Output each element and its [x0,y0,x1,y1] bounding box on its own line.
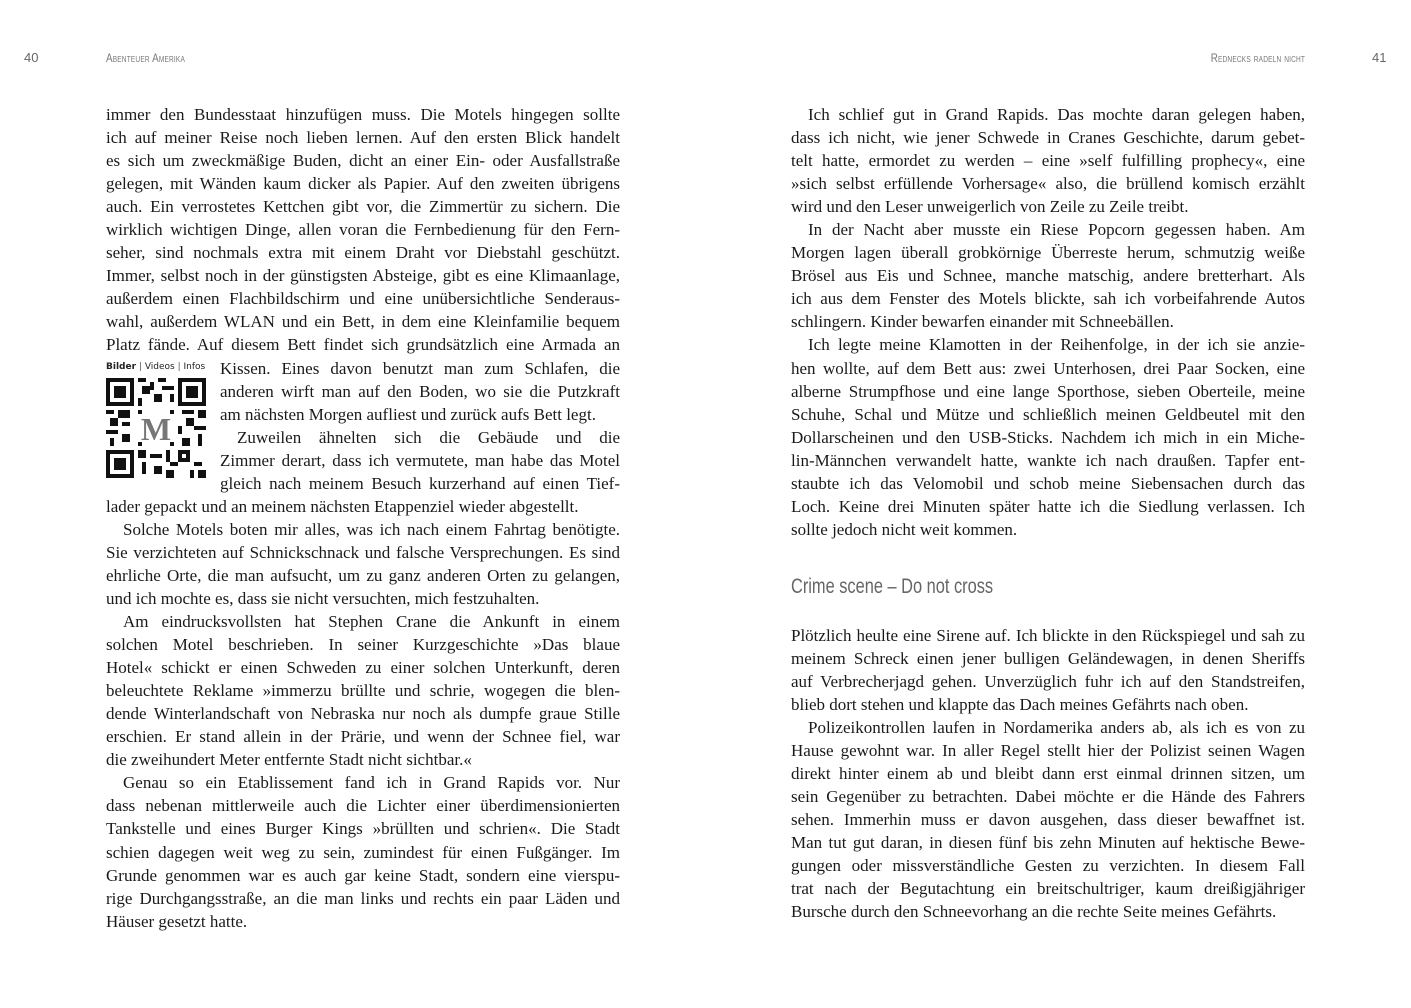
text-line: seher, sind nochmals extra mit einem Draht vor Diebstahl geschützt. [106,243,620,263]
text-line: »sich selbst erfüllende Vorhersage« also, die brüllend komisch erzählt [791,174,1305,194]
text-line: Zuweilen ähnelten sich die Gebäude und die [237,427,620,447]
text-line: alberne Strumpfhose und eine lange Sporthose, sieben Oberteile, meine [791,381,1305,401]
text-line: Sie verzichteten auf Schnickschnack und falsche Versprechungen. Es sind [106,542,620,562]
section-heading: Crime scene – Do not cross [791,574,994,598]
text-line: staubte ich das Velomobil und schob meine Siebensachen durch das [791,473,1305,493]
text-line: Grunde genommen war es auch gar keine Stadt, sondern eine vierspu- [106,865,620,885]
page-number-right: 41 [1372,50,1387,65]
text-line: Zimmer derart, dass ich vermutete, man habe das Motel [220,450,620,470]
text-line: sollte jedoch nicht weit kommen. [791,519,1018,539]
text-line: beleuchtete Reklame »immerzu brüllte und schrie, wogegen die blen- [106,681,620,701]
text-line: lin-Männchen verwandelt hatte, wankte ich nach draußen. Tapfer ent- [791,450,1305,470]
qr-separator: | [177,362,181,372]
text-line: Morgen lagen überall grobkörnige Überreste herum, schmutzig weiße [791,243,1305,263]
text-line: telt hatte, ermordet zu werden – eine »self fulfilling prophecy«, eine [791,151,1305,171]
page-number-left: 40 [24,50,39,65]
text-line: schien dagegen weit weg zu sein, zumindest für einen Fußgänger. Im [106,842,620,862]
text-line: gleich nach meinem Besuch kurzerhand auf einen Tief- [220,473,620,493]
text-line: die zweihundert Meter entfernte Stadt nicht sichtbar.« [106,750,472,770]
text-line: Hotel« schickt er einen Schweden zu einer solchen Unterkunft, deren [106,658,620,678]
text-line: gelegen, mit Wänden kaum dicker als Papier. Auf den zweiten übrigens [106,174,620,194]
text-line: immer den Bundesstaat hinzufügen muss. Die Motels hingegen sollte [106,105,620,124]
text-line: Bursche durch den Schneevorhang an die rechte Seite meines Gefährts. [791,902,1277,922]
qr-label-bilder: Bilder [106,362,137,372]
text-line: dass nebenan mittlerweile auch die Lichter einer überdimensionierten [106,796,620,816]
text-line: Brösel aus Eis und Schnee, manche matschig, andere bretterhart. Als [791,266,1305,286]
text-line: blieb dort stehen und klappte das Dach meines Gefährts nach oben. [791,695,1249,715]
text-line: ehrliche Orte, die man aufsucht, um zu ganz anderen Orten zu gelangen, [106,565,620,585]
qr-separator: | [138,362,142,372]
text-line: solchen Motel beschrieben. In seiner Kurzgeschichte »Das blaue [106,635,620,655]
section-spacer [791,598,1305,624]
text-line: Dollarscheinen und den USB-Sticks. Nachdem ich mich in ein Miche- [791,427,1305,447]
text-line: Hause gewohnt war. In aller Regel stellt hier der Polizist seinen Wagen [791,741,1305,761]
text-line: gungen oder missverständliche Gesten zu verzichten. In diesem Fall [791,856,1305,876]
text-line: wirklich wichtigen Dinge, allen voran die Fernbedienung für den Fern- [106,220,620,240]
text-line: ich auf meiner Reise noch lieben lernen. Auf den ersten Blick handelt [106,128,620,148]
text-line: Polizeikontrollen laufen in Nordamerika anders ab, als ich es von zu [808,718,1305,738]
text-line: Solche Motels boten mir alles, was ich nach einem Fahrtag benötigte. [123,519,620,539]
text-line: rige Durchgangsstraße, an die man links und rechts ein paar Läden und [106,888,620,908]
text-line: Tankstelle und eines Burger Kings »brüllten und schrien«. Die Stadt [106,819,620,839]
text-line: außerdem einen Flachbildschirm und eine unübersichtliche Senderaus- [106,289,620,309]
text-line: Ich schlief gut in Grand Rapids. Das mochte daran gelegen haben, [808,105,1305,124]
text-line: Schuhe, Schal und Mütze und schließlich meinen Geldbeutel mit den [791,404,1305,424]
qr-logo: M [140,411,172,447]
text-line: ich aus dem Fenster des Motels blickte, sah ich vorbeifahrende Autos [791,289,1305,309]
text-line: Genau so ein Etablissement fand ich in Grand Rapids vor. Nur [123,773,620,793]
text-line: dende Winterlandschaft von Nebraska nur noch als dumpfe graue Stille [106,704,620,724]
text-line: erschien. Er stand allein in der Prärie, und wenn der Schnee fiel, war [106,727,620,747]
text-line: anderen wirft man auf den Boden, wo sie die Putzkraft [220,381,620,401]
text-line: Kissen. Eines davon benutzt man zum Schlafen, die [220,358,620,378]
text-line: Immer, selbst noch in der günstigsten Absteige, gibt es eine Klimaanlage, [106,266,620,286]
text-line: Man tut gut daran, in diesen fünf bis zehn Minuten auf hektische Bewe- [791,833,1305,853]
text-line: Platz fände. Auf diesem Bett findet sich grundsätzlich eine Armada an [106,335,620,355]
text-line: wird und den Leser unweigerlich von Zeile zu Zeile treibt. [791,197,1189,217]
text-line: und ich mochte es, dass sie nicht versuchten, mich festzuhalten. [106,588,540,608]
qr-label-videos: Videos [144,362,175,372]
running-head-right: Rednecks radeln nicht [1210,51,1305,65]
text-line: wahl, außerdem WLAN und ein Bett, in dem eine Kleinfamilie bequem [106,312,620,332]
text-line: direkt hinter einem ab und bleibt dann erst einmal drinnen sitzen, um [791,764,1305,784]
text-line: es sich um zweckmäßige Buden, dicht an einer Ein- oder Ausfallstraße [106,151,620,171]
qr-label-infos: Infos [183,362,206,372]
text-line: hen wollte, auf dem Bett aus: zwei Unterhosen, drei Paar Socken, eine [791,358,1305,378]
text-line: trat nach der Begutachtung ein breitschultriger, kaum dreißigjähriger [791,879,1305,899]
text-line: am nächsten Morgen aufliest und zurück aufs Bett legt. [220,404,596,424]
text-line: Am eindrucksvollsten hat Stephen Crane die Ankunft in einem [123,612,620,632]
text-line: meinem Schreck einen jener bulligen Geländewagen, in denen Sheriffs [791,648,1305,668]
text-line: schlingern. Kinder bewarfen einander mit Schneebällen. [791,312,1174,332]
section-spacer [791,541,1305,575]
text-line: sehen. Immerhin muss er davon ausgehen, dass dieser bewaffnet ist. [791,810,1305,830]
right-body-text [791,103,1305,924]
running-head-left: Abenteuer Amerika [106,51,185,65]
text-line: auch. Ein verrostetes Kettchen gibt vor, die Zimmertür zu sichern. Die [106,197,620,217]
text-line: dass ich nicht, wie jener Schwede in Cranes Geschichte, darum gebet- [791,128,1305,148]
text-line: Ich legte meine Klamotten in der Reihenfolge, in der ich sie anzie- [808,335,1305,355]
text-line: sein Gegenüber zu betrachten. Dabei möchte er die Hände des Fahrers [791,787,1305,807]
text-line: lader gepackt und an meinem nächsten Etappenziel wieder abgestellt. [106,496,579,516]
left-body-text [106,103,620,933]
text-line: Loch. Keine drei Minuten später hatte ich die Siedlung verlassen. Ich [791,496,1305,516]
text-line: Plötzlich heulte eine Sirene auf. Ich blickte in den Rückspiegel und sah zu [791,625,1305,645]
text-line: In der Nacht aber musste ein Riese Popcorn gegessen haben. Am [808,220,1305,240]
text-line: Häuser gesetzt hatte. [106,911,248,931]
text-line: auf Verbrecherjagd gehen. Unverzüglich fuhr ich auf den Standstreifen, [791,671,1305,691]
